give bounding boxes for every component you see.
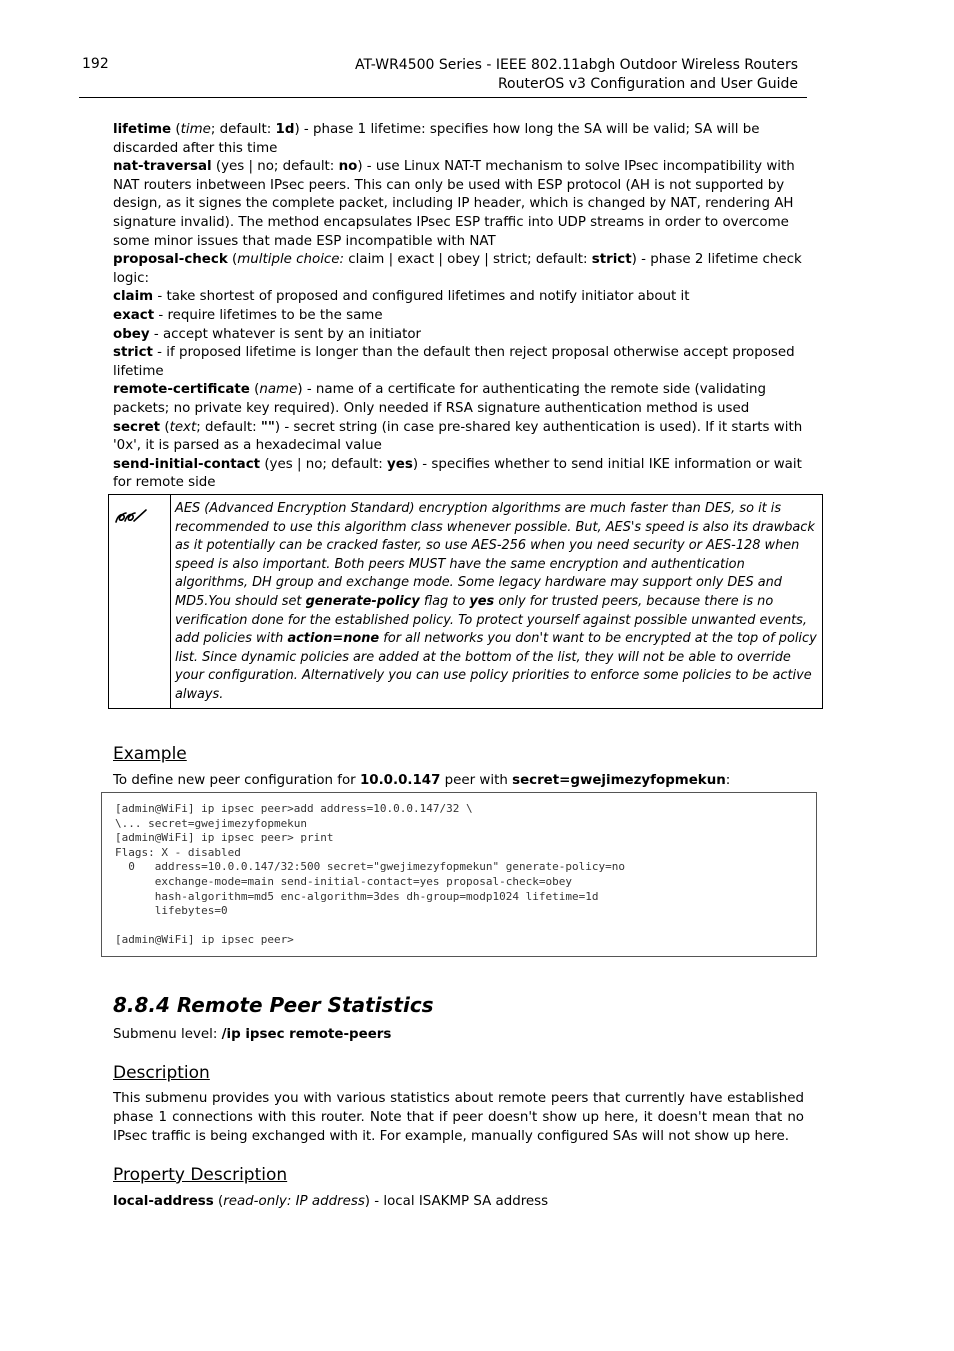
- property-name: secret: [113, 419, 161, 435]
- property-lifetime: lifetime (time; default: 1d) - phase 1 lifetime: specifies how long the SA will be valid; SA will be discarded after this time: [113, 122, 760, 156]
- property-name: local-address: [113, 1194, 214, 1209]
- property-name: nat-traversal: [113, 159, 212, 175]
- property-list: [113, 121, 813, 493]
- note-icon-cell: [109, 495, 171, 708]
- property-exact: [113, 307, 813, 326]
- note-text: [175, 500, 817, 705]
- section-title: 8.8.4 Remote Peer Statistics: [113, 993, 434, 1017]
- property-meta: (yes | no; default:: [211, 159, 339, 175]
- page-number: 192: [82, 56, 109, 72]
- property-default: 1d: [275, 122, 295, 137]
- property-strict: [113, 344, 813, 381]
- property-desc: - require lifetimes to be the same: [154, 307, 383, 323]
- intro-secret: secret=gwejimezyfopmekun: [512, 773, 726, 788]
- property-proposal-check: proposal-check (multiple choice: claim | exact | obey | strict; default: strict) - phase 2 lifetime check logic:: [113, 252, 802, 286]
- property-type: text: [169, 419, 197, 435]
- code-text: [admin@WiFi] ip ipsec peer>add address=10.0.0.147/32 \ \... secret=gwejimezyfopmekun [admin@WiFi] ip ipsec peer> print Flags: X - disabled 0 address=10.0.0.147/32:500 secret="gwejimezyfopmekun" generate-policy=no exchange-mode=main send-initial-contact=yes proposal-check=obey hash-algorithm=md5 enc-algorithm=3des dh-group=modp1024 lifetime=1d lifebytes=0 [admin@WiFi] ip ipsec peer>: [115, 802, 625, 947]
- example-heading: Example: [113, 744, 187, 764]
- header-title-line1: AT-WR4500 Series - IEEE 802.11abgh Outdoor Wireless Routers: [355, 57, 798, 73]
- property-desc: ) - phase 1 lifetime: specifies how long the SA will be valid; SA will be discarded after this time: [113, 122, 760, 156]
- property-desc: ) - name of a certificate for authenticating the remote side (validating packets; no private key required). Only needed if RSA signature authentication method is used: [113, 382, 766, 416]
- property-default: strict: [591, 252, 632, 268]
- property-meta: ; default:: [210, 122, 276, 137]
- description-heading: Description: [113, 1063, 210, 1083]
- header-title-line2: RouterOS v3 Configuration and User Guide: [497, 76, 798, 92]
- property-desc: ) - specifies whether to send initial IKE information or wait for remote side: [113, 456, 802, 491]
- property-name: obey: [113, 326, 150, 342]
- note-box: [108, 494, 823, 709]
- intro-text: :: [725, 773, 731, 788]
- property-type: time: [180, 122, 211, 137]
- property-meta: (yes | no; default:: [260, 456, 388, 472]
- property-obey: [113, 326, 813, 345]
- property-type: name: [259, 382, 298, 398]
- property-desc: ) - secret string (in case pre-shared key authentication is used). If it starts with '0x', it is parsed as a hexadecimal value: [113, 419, 803, 454]
- property-desc: - accept whatever is sent by an initiator: [149, 326, 422, 342]
- property-name: lifetime: [113, 122, 172, 137]
- note-emph-yes: yes: [469, 593, 495, 609]
- property-desc: ) - phase 2 lifetime check logic:: [113, 252, 802, 286]
- example-intro: [113, 771, 730, 790]
- property-desc: - if proposed lifetime is longer than the default then reject proposal otherwise accept proposed lifetime: [113, 345, 795, 379]
- property-default: "": [260, 419, 275, 435]
- property-default: no: [338, 159, 358, 175]
- property-secret: secret (text; default: "") - secret string (in case pre-shared key authentication is used). If it starts with '0x', it is parsed as a hexadecimal value: [113, 419, 803, 454]
- property-meta: claim | exact | obey | strict; default:: [344, 252, 592, 268]
- intro-text: peer with: [440, 773, 513, 788]
- note-text-part: AES (Advanced Encryption Standard) encryption algorithms are much faster than DES, so it is recommended to use this algorithm class whenever possible. But, AES's speed is also its drawback as it potentially can be cracked faster, so use AES-256 when you need security or AES-128 when speed is also important. Both peers MUST have the same encryption and authentication algorithms, DH group and exchange mode. Some legacy hardware may support only DES and MD5.You should set: [175, 501, 815, 609]
- description-text: This submenu provides you with various statistics about remote peers that currently have established phase 1 connections with this router. Note that if peer doesn't show up here, it doesn't mean that no IPsec traffic is being exchanged with it. For example, manually configured SAs will not show up here.: [113, 1091, 804, 1144]
- property-type: multiple choice:: [237, 252, 345, 268]
- note-text-part: only for trusted peers, because there is no verification done for the established policy. To protect yourself against possible unwanted events, add policies with: [175, 593, 807, 647]
- property-name: remote-certificate: [113, 382, 250, 398]
- property-name: claim: [113, 289, 154, 305]
- property-send-initial-contact: [113, 456, 813, 493]
- property-desc: ) - use Linux NAT-T mechanism to solve IPsec incompatibility with NAT routers inbetween IPsec peers. This can only be used with ESP protocol (AH is not supported by design, as it signes the complete packet, including IP header, which is changed by NAT, rendering AH signature invalid). The method encapsulates IPsec ESP traffic into UDP streams in order to overcome some minor issues that made ESP incompatible with NAT: [113, 159, 795, 249]
- property-nat-traversal: [113, 158, 813, 251]
- property-heading: Property Description: [113, 1165, 288, 1185]
- note-emph-generate-policy: generate-policy: [305, 593, 420, 609]
- intro-address: 10.0.0.147: [359, 773, 441, 788]
- property-type: read-only: IP address: [223, 1194, 365, 1209]
- property-claim: [113, 288, 813, 307]
- submenu-label: Submenu level:: [113, 1027, 222, 1042]
- code-block: [101, 792, 817, 957]
- header-title: [355, 56, 798, 94]
- note-emph-action-none: action=none: [287, 631, 380, 647]
- property-name: strict: [113, 345, 153, 361]
- property-name: exact: [113, 307, 155, 323]
- property-name: send-initial-contact: [113, 456, 261, 472]
- intro-text: To define new peer configuration for: [113, 773, 360, 788]
- property-local-address: local-address (read-only: IP address) - local ISAKMP SA address: [113, 1194, 549, 1209]
- note-text-part: flag to: [419, 593, 470, 609]
- header-rule: [79, 97, 807, 98]
- property-name: proposal-check: [113, 252, 228, 268]
- property-desc: - take shortest of proposed and configured lifetimes and notify initiator about it: [153, 289, 690, 305]
- property-remote-certificate: remote-certificate (name) - name of a certificate for authenticating the remote side (validating packets; no private key required). Only needed if RSA signature authentication method is used: [113, 382, 766, 416]
- property-desc: ) - local ISAKMP SA address: [364, 1194, 549, 1209]
- submenu-level: [113, 1025, 391, 1044]
- submenu-path: /ip ipsec remote-peers: [221, 1027, 392, 1042]
- property-meta: ; default:: [196, 419, 261, 435]
- note-text-part: for all networks you don't want to be encrypted at the top of policy list. Since dynamic policies are added at the bottom of the list, they will not be able to override your configuration. Alternatively you can use policy priorities to enforce some policies to be active always.: [175, 631, 817, 702]
- note-pencil-icon: [113, 507, 149, 531]
- property-default: yes: [387, 456, 413, 472]
